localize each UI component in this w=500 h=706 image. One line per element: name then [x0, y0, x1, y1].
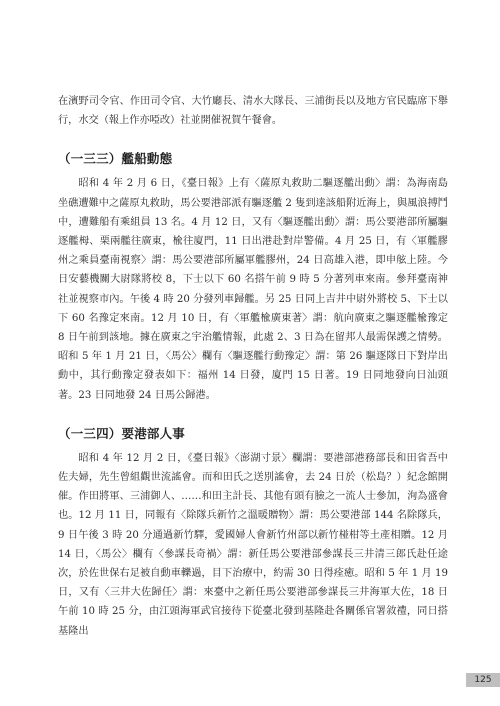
section-134-heading: （一三四）要港部人事: [58, 425, 186, 441]
section-134-body: 昭和 4 年 12 月 2 日，《臺日報》〈澎湖寸景〉欄謂：要港部港務部長和田省吾中佐夫婦，先生曾組觀世流謠會。而和田氏之送別謠會，去 24 日於（松島？）紀念館開催。作田將軍、三浦御人、……和田主計長、其他有頭有臉之一流人士參加，洵為盛會也。12 月 11 日，同報有〈除隊兵新竹之溫暖贈物〉謂：馬公要港部 144 名除隊兵，9 日午後 3 時 20 分通過新竹驛，愛國婦人會新竹州部以新竹椪柑等土產相贈。12 月 14 日，〈馬公〉欄有〈參謀長奇禍〉謂：新任馬公要港部參謀長三井清三郎氏赴任途次，於佐世保右足被自動車轢過，目下治療中，約需 30 日得痊癒。昭和 5 年 1 月 19 日，又有〈三井大佐歸任〉謂：來臺中之新任馬公要港部參謀長三井海軍大佐，18 日午前 10 時 25 分，由江頭海軍武官接待下從臺北發到基隆赴各關係官署敘禮，同日搭基隆出: [58, 452, 448, 637]
intro-paragraph: 在濱野司令官、作田司令官、大竹廳長、清水大隊長、三浦街長以及地方官民臨席下舉行，水交（報上作亦啞改）社並開催祝賀午餐會。: [58, 96, 448, 127]
page-content: [58, 92, 448, 641]
page-number: 125: [466, 673, 500, 687]
section-133-heading: （一三三）艦船動態: [58, 151, 173, 167]
section-133-body: 昭和 4 年 2 月 6 日，《臺日報》上有〈薩原丸救助二驅逐艦出動〉謂：為海南島坐礁遭難中之薩原丸救助，馬公要港部派有驅逐艦 2 隻到達該船附近海上，與風浪搏鬥中，遭難船有乘組員 13 名。4 月 12 日，又有〈驅逐艦出動〉謂：馬公要港部所屬驅逐艦栂、栗兩艦往廣東，楡往廈門，11 日出港赴對岸警備。4 月 25 日，有〈軍艦膠州之乘員臺南視察〉謂：馬公要港部所屬軍艦膠州，24 日高雄入港，即申舷上陸。今日安藝機關大尉隊將校 8，下士以下 60 名搭午前 9 時 5 分著列車來南。參拜臺南神社並視察市內。午後 4 時 20 分發列車歸艦。另 25 日同上吉井中尉外將校 5、下士以下 60 名豫定來南。12 月 10 日，有〈軍艦楡廣東著〉謂：航向廣東之驅逐艦楡豫定 8 日午前到該地。據在廣東之宇治艦情報，此處 2、3 日為在留邦人最需保護之情勢。昭和 5 年 1 月 21 日，〈馬公〉欄有〈驅逐艦行動豫定〉謂：第 26 驅逐隊日下對岸出動中，其行動豫定發表如下：福州 14 日發，廈門 15 日著。19 日同地發向日汕頭著。23 日同地發 24 日馬公歸港。: [58, 178, 448, 401]
